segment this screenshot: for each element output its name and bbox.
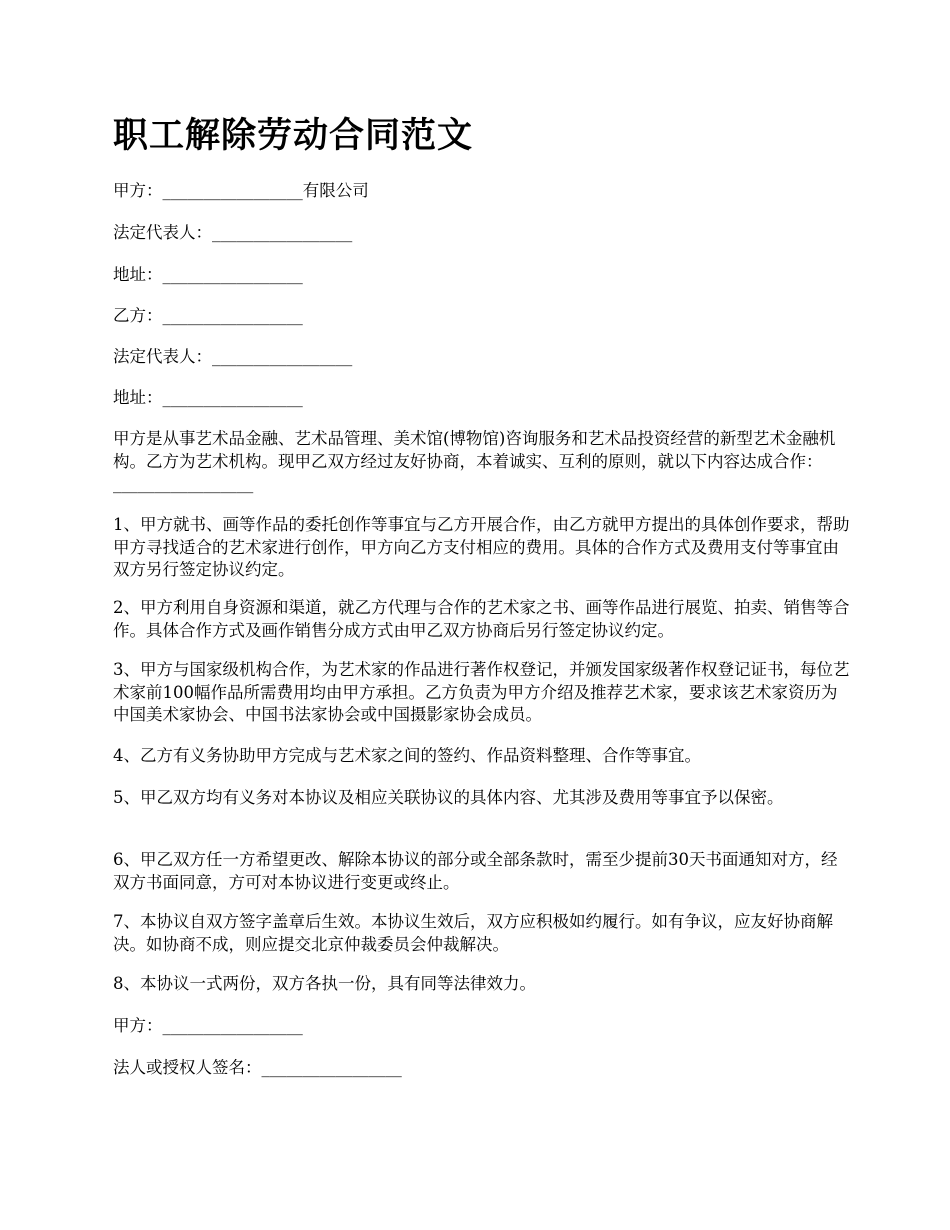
clause-4: 4、乙方有义务协助甲方完成与艺术家之间的签约、作品资料整理、合作等事宜。 bbox=[113, 746, 701, 765]
intro-paragraph: 甲方是从事艺术品金融、艺术品管理、美术馆(博物馆)咨询服务和艺术品投资经营的新型艺术金融机构。乙方为艺术机构。现甲乙双方经过友好协商，本着诚实、互利的原则，就以下内容达成合作：_________________ bbox=[113, 429, 836, 493]
party-b-representative-field: 法定代表人：_________________ bbox=[113, 347, 353, 366]
clause-1: 1、甲方就书、画等作品的委托创作等事宜与乙方开展合作，由乙方就甲方提出的具体创作要求，帮助甲方寻找适合的艺术家进行创作，甲方向乙方支付相应的费用。具体的合作方式及费用支付等事宜由双方另行签定协议约定。 bbox=[113, 515, 850, 579]
signature-authorized-person-field: 法人或授权人签名：_________________ bbox=[113, 1058, 402, 1077]
party-a-address-field: 地址：_________________ bbox=[113, 265, 303, 284]
clause-6: 6、甲乙双方任一方希望更改、解除本协议的部分或全部条款时，需至少提前30天书面通知对方，经双方书面同意，方可对本协议进行变更或终止。 bbox=[113, 850, 838, 892]
clause-3: 3、甲方与国家级机构合作，为艺术家的作品进行著作权登记，并颁发国家级著作权登记证书，每位艺术家前100幅作品所需费用均由甲方承担。乙方负责为甲方介绍及推荐艺术家，要求该艺术家资历为中国美术家协会、中国书法家协会或中国摄影家协会成员。 bbox=[113, 660, 850, 724]
party-a-representative-field: 法定代表人：_________________ bbox=[113, 223, 353, 242]
clause-7: 7、本协议自双方签字盖章后生效。本协议生效后，双方应积极如约履行。如有争议，应友好协商解决。如协商不成，则应提交北京仲裁委员会仲裁解决。 bbox=[113, 912, 833, 954]
party-b-address-field: 地址：_________________ bbox=[113, 388, 303, 407]
party-a-company-field: 甲方：_________________有限公司 bbox=[113, 181, 369, 200]
party-b-field: 乙方：_________________ bbox=[113, 306, 303, 325]
clause-5: 5、甲乙双方均有义务对本协议及相应关联协议的具体内容、尤其涉及费用等事宜予以保密。 bbox=[113, 788, 784, 807]
clause-8: 8、本协议一式两份，双方各执一份，具有同等法律效力。 bbox=[113, 974, 536, 993]
clause-2: 2、甲方利用自身资源和渠道，就乙方代理与合作的艺术家之书、画等作品进行展览、拍卖、销售等合作。具体合作方式及画作销售分成方式由甲乙双方协商后另行签定协议约定。 bbox=[113, 598, 850, 640]
signature-party-a-field: 甲方：_________________ bbox=[113, 1016, 303, 1035]
document-title: 职工解除劳动合同范文 bbox=[113, 115, 474, 156]
